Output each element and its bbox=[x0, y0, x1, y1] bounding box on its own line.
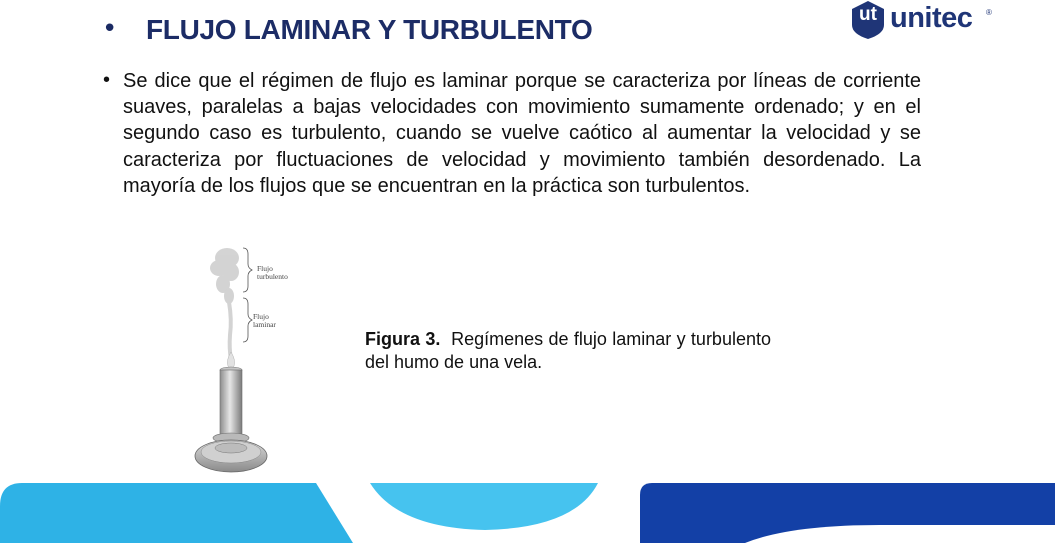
slide-title: FLUJO LAMINAR Y TURBULENTO bbox=[146, 14, 593, 45]
label-laminar bbox=[253, 313, 276, 329]
decor-center-arc bbox=[370, 483, 598, 530]
body-bullet: • bbox=[103, 69, 111, 91]
decor-right-white-curve bbox=[745, 525, 1055, 543]
body-paragraph: Se dice que el régimen de flujo es laminar porque se caracteriza por líneas de corriente suaves, paralelas a bajas velocidades con movimiento sumamente ordenado; y en el segundo caso es turbulento, cuando se vuelve caótico al aumentar la velocidad y se caracteriza por fluctuaciones de velocidad y movimiento también desordenado. La mayoría de los flujos que se encuentran en la práctica son turbulentos. bbox=[123, 70, 921, 197]
label-turbulent-line1: Flujo bbox=[257, 264, 273, 273]
title-bullet: • bbox=[102, 14, 118, 44]
decor-right-block bbox=[640, 483, 1055, 543]
label-laminar-line2: laminar bbox=[253, 320, 276, 329]
decor-left-wave bbox=[0, 483, 353, 543]
label-turbulent bbox=[257, 265, 288, 281]
label-turbulent-line2: turbulento bbox=[257, 272, 288, 281]
turbulent-smoke bbox=[210, 248, 239, 304]
laminar-smoke bbox=[229, 302, 231, 360]
logo-mark-text: ut bbox=[859, 4, 877, 25]
label-laminar-line1: Flujo bbox=[253, 312, 269, 321]
candle-figure bbox=[185, 240, 305, 480]
logo-registered-mark: ® bbox=[986, 8, 992, 17]
caption-number: Figura 3. bbox=[365, 329, 441, 349]
figure-caption bbox=[365, 328, 771, 374]
unitec-logo bbox=[848, 0, 1008, 40]
logo-wordmark: unitec bbox=[890, 2, 973, 34]
caption-text: Regímenes de flujo laminar y turbulento del humo de una vela. bbox=[365, 329, 771, 372]
